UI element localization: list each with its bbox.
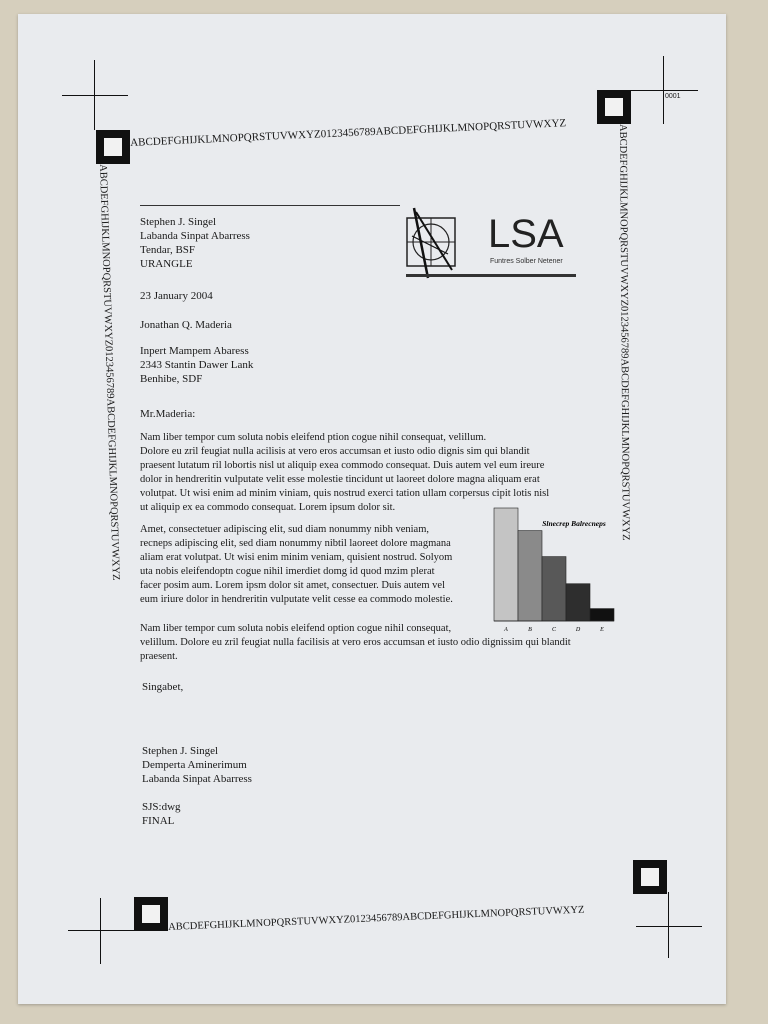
reference-block [142,800,181,828]
signature-block [142,744,252,786]
bar-A [494,508,518,621]
bottom-border-text: ABCDEFGHIJKLMNOPQRSTUVWXYZ0123456789ABCDEFGHIJKLMNOPQRSTUVWXYZ [168,904,585,933]
sender-address [140,215,250,271]
tick-label-A: A [504,627,508,633]
paragraph-line: uta nobis eleifendoptn cogue nihil imerdiet domg id quod mzim plerat [140,566,435,577]
sender-company: Labanda Sinpat Abarress [140,230,250,242]
letter-date: 23 January 2004 [140,290,213,302]
paragraph-2 [140,523,453,607]
tick-label-D: D [575,627,581,633]
crosshair-line [68,930,138,931]
tick-label-E: E [600,627,604,633]
crosshair-line [62,95,128,96]
bar-chart-svg [490,504,620,634]
recipient-street: 2343 Stantin Dawer Lank [140,359,254,371]
top-border-text: ABCDEFGHIJKLMNOPQRSTUVWXYZ0123456789ABCDEFGHIJKLMNOPQRSTUVWXYZ [129,117,567,149]
recipient-company: Inpert Mampem Abaress [140,345,249,357]
paragraph-1 [140,431,549,515]
paragraph-line: eum iriure dolor in hendreritin vulputate velit cesse ea commodo molestie. [140,594,453,605]
paragraph-line: Nam liber tempor cum soluta nobis eleifend option cogue nihil consequat, [140,623,452,634]
tick-label-C: C [551,627,557,633]
paragraph-line: aliam erat volutpat. Ut wisi enim minim veniam, quisient nostrud. Solyom [140,552,453,563]
signature-name: Stephen J. Singel [142,745,219,757]
reference-initials: SJS:dwg [142,801,181,813]
paragraph-line: Amet, consectetuer adipiscing elit, sud diam nonummy nibh veniam, [140,524,429,535]
paragraph-line: volutpat. Ut wisi enim ad minim viniam, quis nostrud exerci tation ullam corpersus cipit lotis nisl [140,488,550,499]
chart-title: Slnecrep Balrecneps [542,519,606,528]
logo-underline [406,274,576,277]
bar-B [518,531,542,621]
paragraph-line: Nam liber tempor cum soluta nobis eleifend ption cogue nihil consequat, velillum. [140,432,487,443]
bar-E [590,609,614,621]
left-border-text: ABCDEFGHIJKLMNOPQRSTUVWXYZ0123456789ABCDEFGHIJKLMNOPQRSTUVWXYZ [97,164,122,581]
crosshair-line [668,892,669,958]
signature-title: Demperta Aminerimum [142,759,247,771]
fiducial-square [96,130,130,164]
paragraph-line: facer posim aum. Lorem ipsm dolor sit amet, consectuer. Duis autem vel [140,580,446,591]
bar-C [542,557,566,621]
logo-subtitle: Funtres Solber Netener [490,258,563,265]
crosshair-line [663,56,664,124]
sender-country: URANGLE [140,258,193,270]
closing: Singabet, [142,681,184,693]
bar-D [566,584,590,621]
paragraph-line: dolor in hendreritin vulputate velit esse molestie tincidunt ut laoreet dolore magna aliquam erat [140,474,540,485]
crosshair-line [636,926,702,927]
paragraph-line: praesent. [140,651,178,662]
fiducial-square [633,860,667,894]
crosshair-line [94,60,95,130]
crosshair-line [630,90,698,91]
fiducial-square [597,90,631,124]
recipient-address [140,344,253,386]
tick-label-B: B [528,627,532,633]
status-final: FINAL [142,815,175,827]
paragraph-line: praesent lutatum ril lobortis nisl ut aliquip exea commodo consequat. Duis autem vel eum ireure [140,460,545,471]
recipient-name: Jonathan Q. Maderia [140,319,232,331]
recipient-city: Benhibe, SDF [140,373,203,385]
sender-name: Stephen J. Singel [140,216,217,228]
crosshair-line [100,898,101,964]
paragraph-line: ut aliquip ex ea commodo consequat. Lorem ipsum dolor sit. [140,502,396,513]
signature-company: Labanda Sinpat Abarress [142,773,252,785]
logo-title: LSA [488,212,564,256]
fiducial-square [134,897,168,931]
bar-chart [490,504,620,634]
header-rule [140,205,400,206]
paragraph-line: recneps adipiscing elit, sed diam nonummy nibtil laoreet dolore magmana [140,538,451,549]
paragraph-line: Dolore eu zril feugiat nulla acilisis at vero eros accumsan et iusto odio dignis sim qui blandit [140,446,530,457]
sender-city: Tendar, BSF [140,244,196,256]
corner-code: 0001 [665,93,681,100]
salutation: Mr.Maderia: [140,408,196,420]
paragraph-line: velillum. Dolore eu zril feugiat nulla facilisis at vero eros accumsan et iusto odio dignissim qui blandit [140,637,571,648]
right-border-text: ABCDEFGHIJKLMNOPQRSTUVWXYZ0123456789ABCDEFGHIJKLMNOPQRSTUVWXYZ [617,124,631,541]
